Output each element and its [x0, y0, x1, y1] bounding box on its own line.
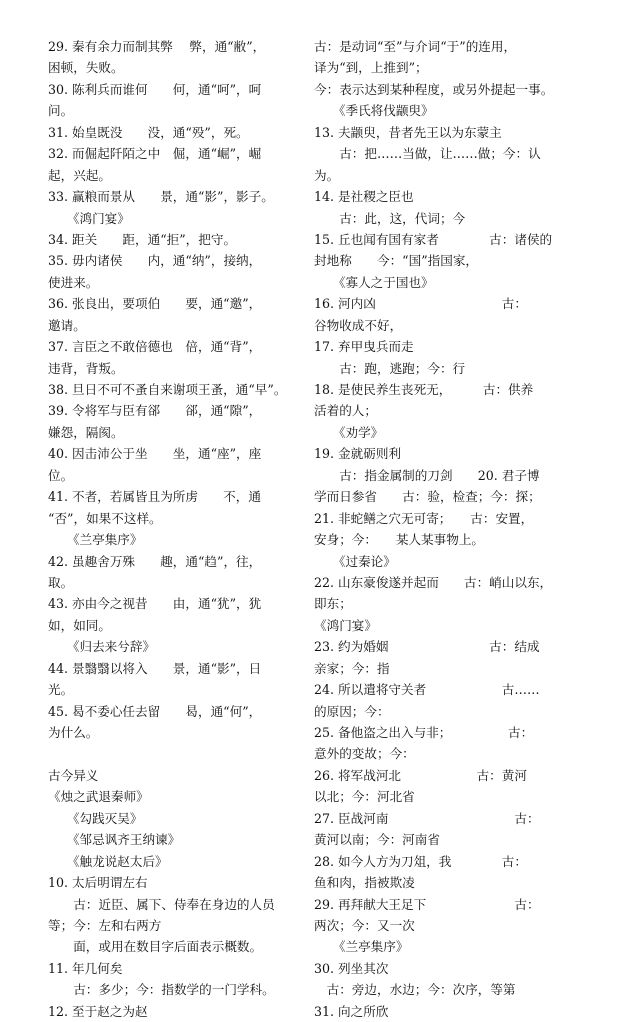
- text-line: 《劝学》: [314, 424, 384, 440]
- text-line: 12. 至于赵之为赵: [48, 1003, 148, 1019]
- text-line: 40. 因击沛公于坐 坐，通“座”，座: [48, 446, 262, 462]
- text-line: 古：把……当做，让……做；今：认: [314, 146, 541, 162]
- right-column: [314, 36, 576, 1022]
- text-line: 位。: [48, 467, 74, 483]
- text-line: 29. 秦有余力而制其弊 弊，通“敝”，: [48, 39, 266, 54]
- text-line: 19. 金就砺则利: [314, 446, 402, 462]
- text-line: 16. 河内凶 古：: [314, 296, 527, 312]
- text-line: 《烛之武退秦师》: [48, 789, 149, 805]
- text-line: 43. 亦由今之视昔 由，通“犹”，犹: [48, 596, 262, 612]
- text-line: 译为“到，上推到”；: [314, 60, 428, 76]
- text-line: 26. 将军战河北 古：黄河: [314, 767, 527, 783]
- text-line: 古：多少；今：指数学的一门学科。: [48, 982, 275, 998]
- text-line: [48, 743, 302, 764]
- text-line: 《归去来兮辞》: [48, 639, 156, 655]
- text-line: 25. 备他盗之出入与非； 古：: [314, 725, 534, 740]
- text-line: 44. 景翳翳以将入 景，通“影”，日: [48, 660, 262, 676]
- text-line: 29. 再拜献大王足下 古：: [314, 896, 540, 912]
- text-line: 光。: [48, 682, 74, 698]
- text-line: 古：指金属制的刀剑 20. 君子博: [314, 467, 540, 483]
- text-line: 古：旁边，水边；今：次序，等第: [314, 982, 516, 998]
- text-line: 困顿，失败。: [48, 60, 124, 76]
- text-line: 17. 弃甲曳兵而走: [314, 339, 414, 355]
- text-line: 22. 山东豪俊遂并起而 古：峭山以东，: [314, 574, 553, 590]
- text-line: 问。: [48, 103, 74, 119]
- left-column: [48, 36, 302, 1022]
- text-line: “否”，如果不这样。: [48, 510, 162, 526]
- text-line: 古：此，这，代词；今: [314, 210, 466, 226]
- text-line: 14. 是社稷之臣也: [314, 189, 414, 205]
- text-line: 10. 太后明谓左右: [48, 875, 148, 891]
- text-line: 《寡人之于国也》: [314, 274, 434, 290]
- text-line: 24. 所以遣将守关者 古……: [314, 682, 540, 698]
- text-line: 今：表示达到某种程度，或另外提起一事。: [314, 81, 554, 97]
- text-line: 27. 臣战河南 古：: [314, 810, 540, 826]
- text-line: 为。: [314, 167, 340, 183]
- text-line: 鱼和肉，指被欺凌: [314, 875, 415, 891]
- text-line: 亲家；今：指: [314, 660, 390, 676]
- text-line: 谷物收成不好，: [314, 317, 403, 333]
- text-line: 安身；今： 某人某事物上。: [314, 532, 485, 548]
- text-line: 41. 不者，若属皆且为所虏 不，通: [48, 489, 261, 505]
- text-line: 学而日参省 古：验，检查；今：探；: [314, 489, 541, 505]
- text-line: 32. 而倔起阡陌之中 倔，通“崛”，崛: [48, 146, 262, 162]
- text-line: 31. 始皇既没 没，通“殁”，死。: [48, 124, 249, 140]
- text-line: 如，如同。: [48, 617, 111, 633]
- text-line: 36. 张良出，要项伯 要，通“邀”，: [48, 296, 262, 312]
- text-line: 邀请。: [48, 317, 86, 333]
- text-line: 嫌怨，隔阂。: [48, 424, 124, 440]
- text-line: 意外的变故；今：: [314, 746, 415, 762]
- text-line: 起，兴起。: [48, 167, 111, 183]
- text-line: 的原因；今：: [314, 703, 390, 719]
- text-line: 《触龙说赵太后》: [48, 853, 168, 869]
- text-line: 使进来。: [48, 274, 99, 290]
- text-line: 两次；今：又一次: [314, 917, 415, 933]
- text-line: 以北；今：河北省: [314, 789, 415, 805]
- text-line: 《兰亭集序》: [48, 532, 143, 548]
- text-line: 21. 非蛇鳝之穴无可寄； 古：安置，: [314, 510, 534, 526]
- text-line: 活着的人；: [314, 403, 377, 419]
- text-line: 13. 夫颛臾，昔者先王以为东蒙主: [314, 124, 502, 140]
- text-line: 古今异义: [48, 767, 99, 783]
- text-line: 《季氏将伐颛臾》: [314, 103, 434, 119]
- text-line: 42. 虽趣舍万殊 趣，通“趋”，往，: [48, 553, 262, 569]
- text-line: 38. 旦日不可不蚤自来谢项王蚤，通“早”。: [48, 382, 287, 397]
- text-line: 11. 年几何矣: [48, 960, 123, 976]
- text-line: 《过秦论》: [314, 553, 396, 569]
- text-line: 《勾践灭吴》: [48, 810, 143, 826]
- text-line: 《鸿门宴》: [48, 210, 130, 226]
- text-line: 面，或用在数目字后面表示概数。: [48, 939, 263, 955]
- text-line: 《兰亭集序》: [314, 939, 409, 955]
- text-line: 45. 曷不委心任去留 曷，通“何”，: [48, 703, 262, 719]
- text-line: 30. 列坐其次: [314, 960, 389, 976]
- text-line: 为什么。: [48, 725, 99, 740]
- text-line: 古：是动词“至”与介词“于”的连用，: [314, 39, 517, 54]
- text-line: 古：近臣、属下、侍奉在身边的人员: [48, 896, 275, 912]
- text-line: 取。: [48, 574, 74, 590]
- text-line: 即东；: [314, 596, 352, 612]
- text-line: 封地称 今：“国”指国家，: [314, 253, 479, 269]
- text-line: 33. 赢粮而景从 景，通“影”，影子。: [48, 189, 274, 205]
- text-line: 31. 向之所欣: [314, 1003, 389, 1019]
- text-line: 37. 言臣之不敢倍德也 倍，通“背”，: [48, 339, 262, 355]
- text-line: 古：跑，逃跑；今：行: [314, 360, 466, 376]
- text-line: 34. 距关 距，通“拒”，把守。: [48, 231, 237, 247]
- text-line: 28. 如今人方为刀俎，我 古：: [314, 853, 527, 869]
- text-line: 《邹忌讽齐王纳谏》: [48, 832, 181, 848]
- text-line: 黄河以南；今：河南省: [314, 832, 440, 848]
- text-line: 18. 是使民养生丧死无， 古：供养: [314, 382, 534, 397]
- text-line: 39. 令将军与臣有郤 郤，通“隙”，: [48, 403, 262, 419]
- text-line: 15. 丘也闻有国有家者 古：诸侯的: [314, 231, 553, 247]
- text-line: 等；今：左和右两方: [48, 917, 162, 933]
- text-line: 23. 约为婚姻 古：结成: [314, 639, 540, 655]
- text-line: 《鸿门宴》: [314, 617, 377, 633]
- text-line: 35. 毋内诸侯 内，通“纳”，接纳，: [48, 253, 262, 269]
- text-line: 违背，背叛。: [48, 360, 124, 376]
- text-line: 30. 陈利兵而谁何 何，通“呵”，呵: [48, 81, 262, 97]
